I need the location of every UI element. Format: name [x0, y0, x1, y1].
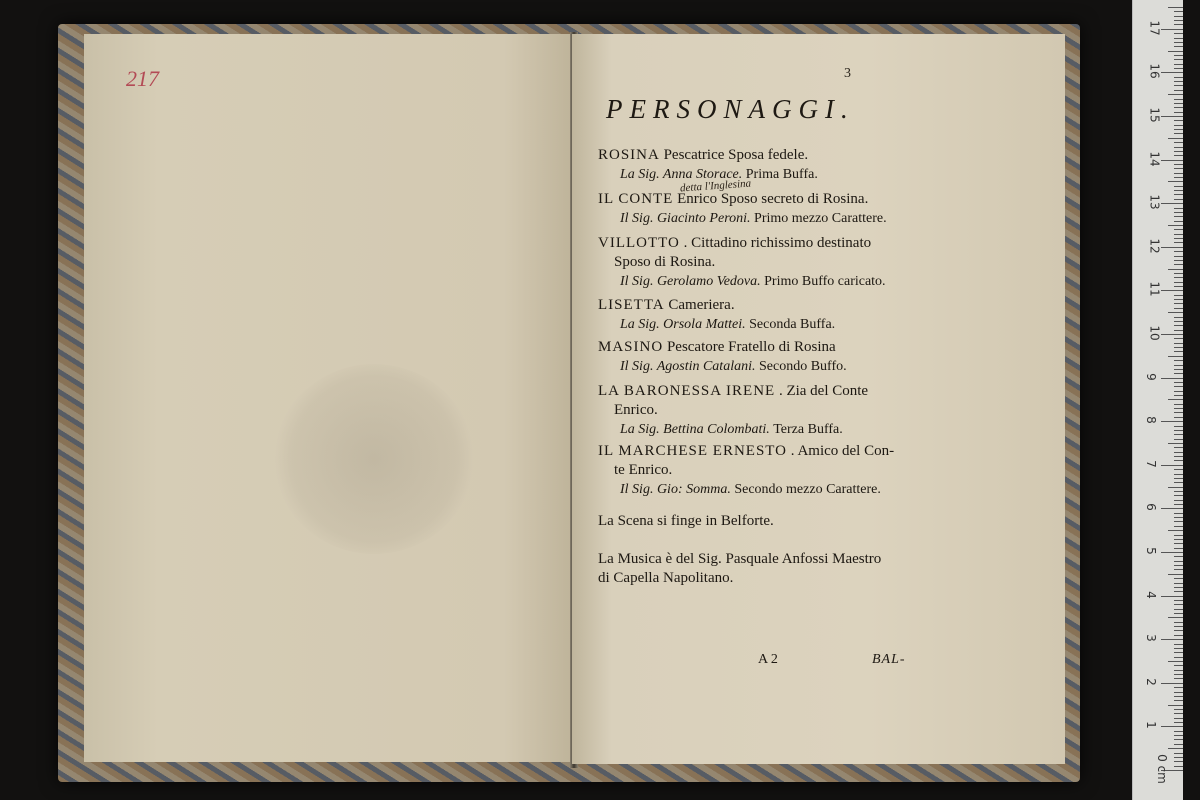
signature-mark: A 2	[758, 652, 778, 667]
ruler-tick	[1174, 548, 1183, 549]
ruler-tick	[1174, 678, 1183, 679]
ruler-tick	[1161, 508, 1183, 509]
ruler-tick	[1174, 744, 1183, 745]
ruler-tick	[1174, 692, 1183, 693]
ruler-tick	[1174, 412, 1183, 413]
ruler-tick	[1168, 748, 1183, 749]
ruler-number: 14	[1147, 150, 1162, 167]
ruler-tick	[1174, 404, 1183, 405]
ruler-tick	[1174, 295, 1183, 296]
ruler-tick	[1174, 90, 1183, 91]
ruler-number: 12	[1147, 238, 1162, 254]
ruler-tick	[1174, 42, 1183, 43]
ruler-tick	[1168, 617, 1183, 618]
ruler-tick	[1161, 683, 1183, 684]
ruler-number: 2	[1143, 677, 1158, 686]
character-name: LA BARONESSA IRENE	[598, 383, 776, 399]
ruler-tick	[1174, 687, 1183, 688]
ruler-tick	[1174, 709, 1183, 710]
ruler-tick	[1174, 739, 1183, 740]
ruler-tick	[1174, 456, 1183, 457]
ruler-tick	[1174, 85, 1183, 86]
show-through-seal	[274, 364, 474, 554]
ruler-tick	[1174, 251, 1183, 252]
ruler-tick	[1174, 286, 1183, 287]
music-credit-line: di Capella Napolitano.	[598, 570, 734, 586]
page-heading: PERSONAGGI.	[606, 94, 855, 124]
ruler-tick	[1174, 155, 1183, 156]
ruler-tick	[1174, 33, 1183, 34]
ruler-tick	[1168, 51, 1183, 52]
ruler-tick	[1161, 465, 1183, 466]
ruler-tick	[1174, 190, 1183, 191]
performer: La Sig. Anna Storace.	[620, 167, 743, 182]
ruler-tick	[1174, 604, 1183, 605]
ruler-tick	[1174, 635, 1183, 636]
ruler-tick	[1174, 500, 1183, 501]
ruler-tick	[1174, 107, 1183, 108]
ruler-tick	[1174, 386, 1183, 387]
ruler-tick	[1161, 421, 1183, 422]
ruler-tick	[1161, 596, 1183, 597]
performer: Il Sig. Gio: Somma.	[620, 482, 731, 497]
ruler-number: 11	[1147, 281, 1162, 298]
ruler-tick	[1174, 722, 1183, 723]
left-page	[84, 34, 578, 762]
ruler-tick	[1174, 543, 1183, 544]
ruler-tick	[1174, 59, 1183, 60]
ruler-number: 7	[1143, 459, 1158, 468]
ruler-tick	[1168, 356, 1183, 357]
ruler-tick	[1161, 203, 1183, 204]
page-number: 3	[844, 66, 851, 81]
ruler-number: 15	[1147, 107, 1162, 123]
performer: Il Sig. Giacinto Peroni.	[620, 211, 751, 226]
ruler-tick	[1174, 648, 1183, 649]
ruler-tick	[1174, 260, 1183, 261]
ruler-number: 3	[1143, 634, 1158, 643]
ruler-tick	[1174, 626, 1183, 627]
ruler-tick	[1174, 81, 1183, 82]
ruler-tick	[1174, 561, 1183, 562]
cast-entry	[598, 382, 938, 439]
ruler-tick	[1174, 556, 1183, 557]
ruler-tick	[1174, 68, 1183, 69]
ruler-tick	[1174, 452, 1183, 453]
ruler-tick	[1161, 639, 1183, 640]
ruler-tick	[1174, 652, 1183, 653]
ruler-tick	[1174, 129, 1183, 130]
ruler-tick	[1174, 343, 1183, 344]
character-name: ROSINA	[598, 147, 660, 163]
ruler-tick	[1174, 168, 1183, 169]
ruler-tick	[1161, 116, 1183, 117]
ruler-number: 8	[1143, 416, 1158, 425]
ruler-tick	[1174, 164, 1183, 165]
ruler-tick	[1174, 569, 1183, 570]
ruler-tick	[1168, 225, 1183, 226]
ruler-tick	[1174, 103, 1183, 104]
ruler-tick	[1174, 77, 1183, 78]
ruler-tick	[1174, 212, 1183, 213]
ruler-tick	[1174, 46, 1183, 47]
character-desc: . Cittadino richissimo destinato	[683, 235, 872, 251]
ruler-tick	[1174, 753, 1183, 754]
ruler-number: 6	[1143, 503, 1158, 512]
ruler-tick	[1174, 221, 1183, 222]
ruler-tick	[1161, 29, 1183, 30]
role-type: Secondo mezzo Carattere.	[734, 482, 881, 497]
ruler-number: 16	[1147, 63, 1162, 80]
ruler-tick	[1174, 535, 1183, 536]
cast-entry	[598, 146, 938, 184]
ruler-tick	[1174, 731, 1183, 732]
ruler-tick	[1168, 399, 1183, 400]
ruler-tick	[1174, 600, 1183, 601]
music-credit-line: La Musica è del Sig. Pasquale Anfossi Maestro	[598, 551, 882, 567]
ruler-tick	[1168, 138, 1183, 139]
ruler-tick	[1174, 644, 1183, 645]
ruler-tick	[1174, 264, 1183, 265]
ruler-tick	[1174, 408, 1183, 409]
ruler-tick	[1174, 735, 1183, 736]
ruler-tick	[1174, 234, 1183, 235]
ruler-tick	[1174, 11, 1183, 12]
ruler-tick	[1174, 613, 1183, 614]
ruler-tick	[1174, 521, 1183, 522]
ruler-tick	[1174, 474, 1183, 475]
ruler-tick	[1174, 513, 1183, 514]
role-type: Secondo Buffo.	[758, 359, 847, 374]
ruler-tick	[1168, 705, 1183, 706]
ruler-tick	[1161, 72, 1183, 73]
ruler-tick	[1174, 303, 1183, 304]
ruler-number: 1	[1143, 721, 1158, 730]
ruler-tick	[1174, 125, 1183, 126]
ruler-tick	[1174, 242, 1183, 243]
role-type: Terza Buffa.	[773, 422, 843, 437]
music-credit	[598, 550, 938, 588]
ruler-tick	[1174, 504, 1183, 505]
ruler-tick	[1174, 622, 1183, 623]
ruler-tick	[1174, 460, 1183, 461]
ruler-tick	[1174, 713, 1183, 714]
scene-line: La Scena si finge in Belforte.	[598, 513, 774, 529]
ruler-tick	[1174, 186, 1183, 187]
ruler-tick	[1174, 700, 1183, 701]
ruler-tick	[1174, 120, 1183, 121]
ruler-tick	[1174, 670, 1183, 671]
ruler-number: 5	[1143, 547, 1158, 555]
character-name: IL MARCHESE ERNESTO	[598, 443, 788, 459]
measuring-ruler	[1132, 0, 1183, 800]
cast-entry	[598, 338, 938, 376]
cast-entry	[598, 296, 938, 334]
character-name: LISETTA	[598, 297, 665, 313]
ruler-tick	[1174, 565, 1183, 566]
ruler-tick	[1174, 64, 1183, 65]
ruler-tick	[1161, 247, 1183, 248]
ruler-tick	[1168, 530, 1183, 531]
ruler-tick	[1174, 273, 1183, 274]
ruler-tick	[1168, 443, 1183, 444]
ruler-tick	[1174, 430, 1183, 431]
ruler-tick	[1174, 177, 1183, 178]
ruler-tick	[1168, 574, 1183, 575]
ruler-tick	[1174, 482, 1183, 483]
ruler-tick	[1174, 583, 1183, 584]
ruler-tick	[1174, 674, 1183, 675]
ruler-tick	[1174, 330, 1183, 331]
ruler-tick	[1168, 661, 1183, 662]
ruler-tick	[1168, 487, 1183, 488]
ruler-tick	[1168, 94, 1183, 95]
character-desc-cont: te Enrico.	[614, 462, 673, 478]
ruler-tick	[1174, 99, 1183, 100]
corner-mark: 217	[126, 66, 159, 91]
ruler-tick	[1174, 229, 1183, 230]
ruler-tick	[1174, 16, 1183, 17]
ruler-tick	[1161, 334, 1183, 335]
ruler-tick	[1174, 282, 1183, 283]
ruler-tick	[1174, 439, 1183, 440]
ruler-tick	[1174, 395, 1183, 396]
ruler-tick	[1174, 194, 1183, 195]
ruler-tick	[1174, 55, 1183, 56]
role-type: Seconda Buffa.	[749, 317, 836, 332]
ruler-tick	[1168, 269, 1183, 270]
performer: La Sig. Bettina Colombati.	[620, 422, 770, 437]
ruler-number: 4	[1143, 590, 1158, 599]
character-name: VILLOTTO	[598, 235, 680, 251]
ruler-tick	[1174, 391, 1183, 392]
ruler-tick	[1174, 591, 1183, 592]
ruler-tick	[1174, 369, 1183, 370]
ruler-tick	[1174, 38, 1183, 39]
role-type: Prima Buffa.	[745, 167, 818, 182]
ruler-tick	[1174, 757, 1183, 758]
ruler-tick	[1174, 491, 1183, 492]
ruler-tick	[1174, 256, 1183, 257]
ruler-tick	[1174, 426, 1183, 427]
ruler-tick	[1174, 609, 1183, 610]
character-desc: . Zia del Conte	[778, 383, 869, 399]
ruler-tick	[1161, 378, 1183, 379]
ruler-tick	[1174, 317, 1183, 318]
ruler-tick	[1174, 199, 1183, 200]
ruler-tick	[1174, 173, 1183, 174]
ruler-number: 0 cm	[1154, 754, 1169, 784]
character-desc-cont: Enrico.	[614, 402, 658, 418]
cast-entry	[598, 234, 938, 291]
ruler-tick	[1174, 630, 1183, 631]
character-name: IL CONTE	[598, 191, 674, 207]
ruler-tick	[1174, 539, 1183, 540]
ruler-tick	[1161, 290, 1183, 291]
ruler-tick	[1174, 338, 1183, 339]
ruler-tick	[1174, 325, 1183, 326]
ruler-tick	[1161, 552, 1183, 553]
ruler-tick	[1174, 277, 1183, 278]
character-desc-cont: Sposo di Rosina.	[614, 254, 716, 270]
ruler-number: 10	[1147, 325, 1162, 341]
ruler-tick	[1174, 365, 1183, 366]
ruler-tick	[1174, 308, 1183, 309]
ruler-tick	[1161, 160, 1183, 161]
handwritten-note: detta l'Inglesina	[679, 177, 752, 195]
ruler-number: 17	[1147, 20, 1162, 36]
ruler-number: 13	[1147, 194, 1162, 210]
performer: La Sig. Orsola Mattei.	[620, 317, 746, 332]
ruler-tick	[1161, 726, 1183, 727]
ruler-tick	[1174, 766, 1183, 767]
ruler-tick	[1174, 665, 1183, 666]
ruler-tick	[1174, 112, 1183, 113]
ruler-tick	[1174, 238, 1183, 239]
catchword: BAL-	[872, 652, 906, 667]
character-desc: . Amico del Con-	[790, 443, 895, 459]
character-name: MASINO	[598, 339, 664, 355]
ruler-tick	[1174, 351, 1183, 352]
ruler-tick	[1174, 657, 1183, 658]
ruler-tick	[1174, 447, 1183, 448]
ruler-tick	[1174, 347, 1183, 348]
ruler-tick	[1174, 718, 1183, 719]
ruler-tick	[1174, 147, 1183, 148]
ruler-tick	[1174, 133, 1183, 134]
ruler-tick	[1174, 478, 1183, 479]
cast-entry	[598, 190, 938, 228]
ruler-tick	[1174, 20, 1183, 21]
ruler-tick	[1174, 587, 1183, 588]
ruler-tick	[1174, 517, 1183, 518]
performer: Il Sig. Agostin Catalani.	[620, 359, 756, 374]
ruler-tick	[1174, 526, 1183, 527]
ruler-tick	[1174, 696, 1183, 697]
ruler-tick	[1174, 578, 1183, 579]
ruler-tick	[1174, 208, 1183, 209]
ruler-tick	[1174, 495, 1183, 496]
ruler-tick	[1174, 142, 1183, 143]
character-desc: Enrico Sposo secreto di Rosina.	[677, 191, 869, 207]
ruler-tick	[1174, 299, 1183, 300]
character-desc: Cameriera.	[668, 297, 735, 313]
ruler-tick	[1174, 360, 1183, 361]
ruler-tick	[1168, 7, 1183, 8]
ruler-tick	[1174, 761, 1183, 762]
ruler-tick	[1174, 216, 1183, 217]
character-desc: Pescatrice Sposa fedele.	[663, 147, 809, 163]
ruler-number: 9	[1143, 372, 1158, 381]
role-type: Primo mezzo Carattere.	[754, 211, 887, 226]
ruler-tick	[1174, 373, 1183, 374]
ruler-tick	[1174, 24, 1183, 25]
role-type: Primo Buffo caricato.	[764, 274, 886, 289]
ruler-tick	[1168, 312, 1183, 313]
character-desc: Pescatore Fratello di Rosina	[666, 339, 836, 355]
ruler-tick	[1174, 434, 1183, 435]
ruler-tick	[1174, 151, 1183, 152]
cast-entry	[598, 442, 938, 499]
ruler-tick	[1174, 382, 1183, 383]
ruler-tick	[1168, 181, 1183, 182]
performer: Il Sig. Gerolamo Vedova.	[620, 274, 761, 289]
ruler-tick	[1174, 321, 1183, 322]
ruler-tick	[1174, 417, 1183, 418]
ruler-tick	[1174, 469, 1183, 470]
